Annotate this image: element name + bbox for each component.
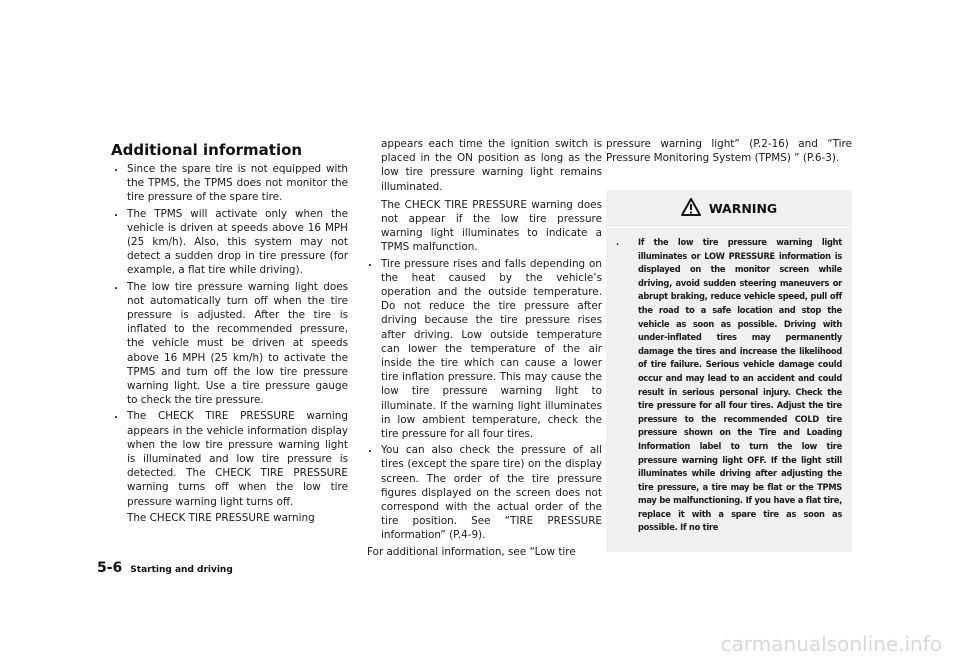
bullet-list-1 [113,162,348,509]
column-1 [113,162,348,525]
list-item: . You can also check the pressure of all tires (except the spare tire) on the display screen. The order of the tire pressure figures displayed on the screen does not correspond with the actual order of the tire position. See “TIRE PRESSURE information” (P.4-9). [368,444,602,542]
bullet-text: The TPMS will activate only when the vehicle is driven at speeds above 16 MPH (25 km/h). Also, this system may not detect a sudden drop in tire pressure (for example, a flat tire while driving). [127,207,348,277]
column-2 [367,137,602,559]
warning-header [606,190,852,228]
warning-body [606,228,852,535]
bullet-text: The CHECK TIRE PRESSURE warning appears in the vehicle information display when the low tire pressure warning light is illuminated and low tire pressure is detected. The CHECK TIRE PRESSURE warning turns off when the low tire pressure warning light turns off. [127,410,348,508]
warning-triangle-icon [681,198,701,220]
bullet-dot: . [616,237,619,248]
section-name: Starting and driving [130,565,233,575]
warning-text: If the low tire pressure warning light illuminates or LOW PRESSURE information is displayed on the monitor screen while driving, avoid sudden steering maneuvers or abrupt braking, reduce vehicle speed, pull off the road to a safe location and stop the vehicle as soon as possible. Driving with under-inflated tires may permanently damage the tires and increase the likelihood of tire failure. Serious vehicle damage could occur and may lead to an accident and could result in serious personal injury. Check the tire pressure for all four tires. Adjust the tire pressure to the recommended COLD tire pressure shown on the Tire and Loading Information label to turn the low tire pressure warning light OFF. If the light still illuminates while driving after adjusting the tire pressure, a tire may be flat or the TPMS may be malfunctioning. If you have a flat tire, replace it with a spare tire as soon as possible. If no tire [638,237,842,534]
warning-title: WARNING [708,201,778,216]
list-item: . Since the spare tire is not equipped with the TPMS, the TPMS does not monitor the tire pressure of the spare tire. [114,163,348,204]
warning-box [606,190,852,552]
bullet-text: Since the spare tire is not equipped with the TPMS, the TPMS does not monitor the tire pressure of the spare tire. [127,163,348,204]
list-item: . The TPMS will activate only when the vehicle is driven at speeds above 16 MPH (25 km/h). Also, this system may not detect a sudden drop in tire pressure (for example, a flat tire while driving). [114,207,348,277]
watermark: carmanualsonline.info [720,632,942,656]
column-3 [606,137,852,165]
bullet-list-2 [367,257,602,543]
continued-text: appears each time the ignition switch is placed in the ON position as long as the low tire pressure warning light remains illuminated. [381,138,602,193]
continued-text: The CHECK TIRE PRESSURE warning [127,511,315,524]
bullet-text: Tire pressure rises and falls depending on the heat caused by the vehicle’s operation and the outside temperature. Do not reduce the tire pressure after driving because the tire pressure rises after driving. Low outside temperature can lower the temperature of the air inside the tire which can cause a lower tire inflation pressure. This may cause the low tire pressure warning light to illuminate. If the warning light illuminates in low ambient temperature, check the tire pressure for all four tires. [381,257,602,441]
paragraph: The CHECK TIRE PRESSURE warning does not appear if the low tire pressure warning light illuminates to indicate a TPMS malfunction. [381,198,602,254]
list-item: . Tire pressure rises and falls depending on the heat caused by the vehicle’s operation and the outside temperature. Do not reduce the tire pressure after driving because the tire pressure rises after driving. Low outside temperature can lower the temperature of the air inside the tire which can cause a lower tire inflation pressure. This may cause the low tire pressure warning light to illuminate. If the warning light illuminates in low ambient temperature, check the tire pressure for all four tires. [368,257,602,441]
paragraph: For additional information, see “Low tire [367,545,576,558]
bullet-text: The low tire pressure warning light does not automatically turn off when the tire pressure is adjusted. After the tire is inflated to the recommended pressure, the vehicle must be driven at speeds above 16 MPH (25 km/h) to activate the TPMS and turn off the low tire pressure warning light. Use a tire pressure gauge to check the tire pressure. [127,280,348,407]
list-item: . The low tire pressure warning light does not automatically turn off when the tire pressure is adjusted. After the tire is inflated to the recommended pressure, the vehicle must be driven at speeds above 16 MPH (25 km/h) to activate the TPMS and turn off the low tire pressure warning light. Use a tire pressure gauge to check the tire pressure. [114,280,348,407]
list-item: . The CHECK TIRE PRESSURE warning appears in the vehicle information display when the low tire pressure warning light is illuminated and low tire pressure is detected. The CHECK TIRE PRESSURE warning turns off when the low tire pressure warning light turns off. [114,410,348,508]
section-heading: Additional information [111,141,303,159]
continued-text: pressure warning light” (P.2-16) and “Tire Pressure Monitoring System (TPMS) ” (P.6-3). [606,138,852,165]
bullet-text: You can also check the pressure of all tires (except the spare tire) on the display screen. The order of the tire pressure figures displayed on the screen does not correspond with the actual order of the tire position. See “TIRE PRESSURE information” (P.4-9). [381,444,602,542]
page-footer [97,560,233,576]
page-number: 5-6 [97,560,123,576]
